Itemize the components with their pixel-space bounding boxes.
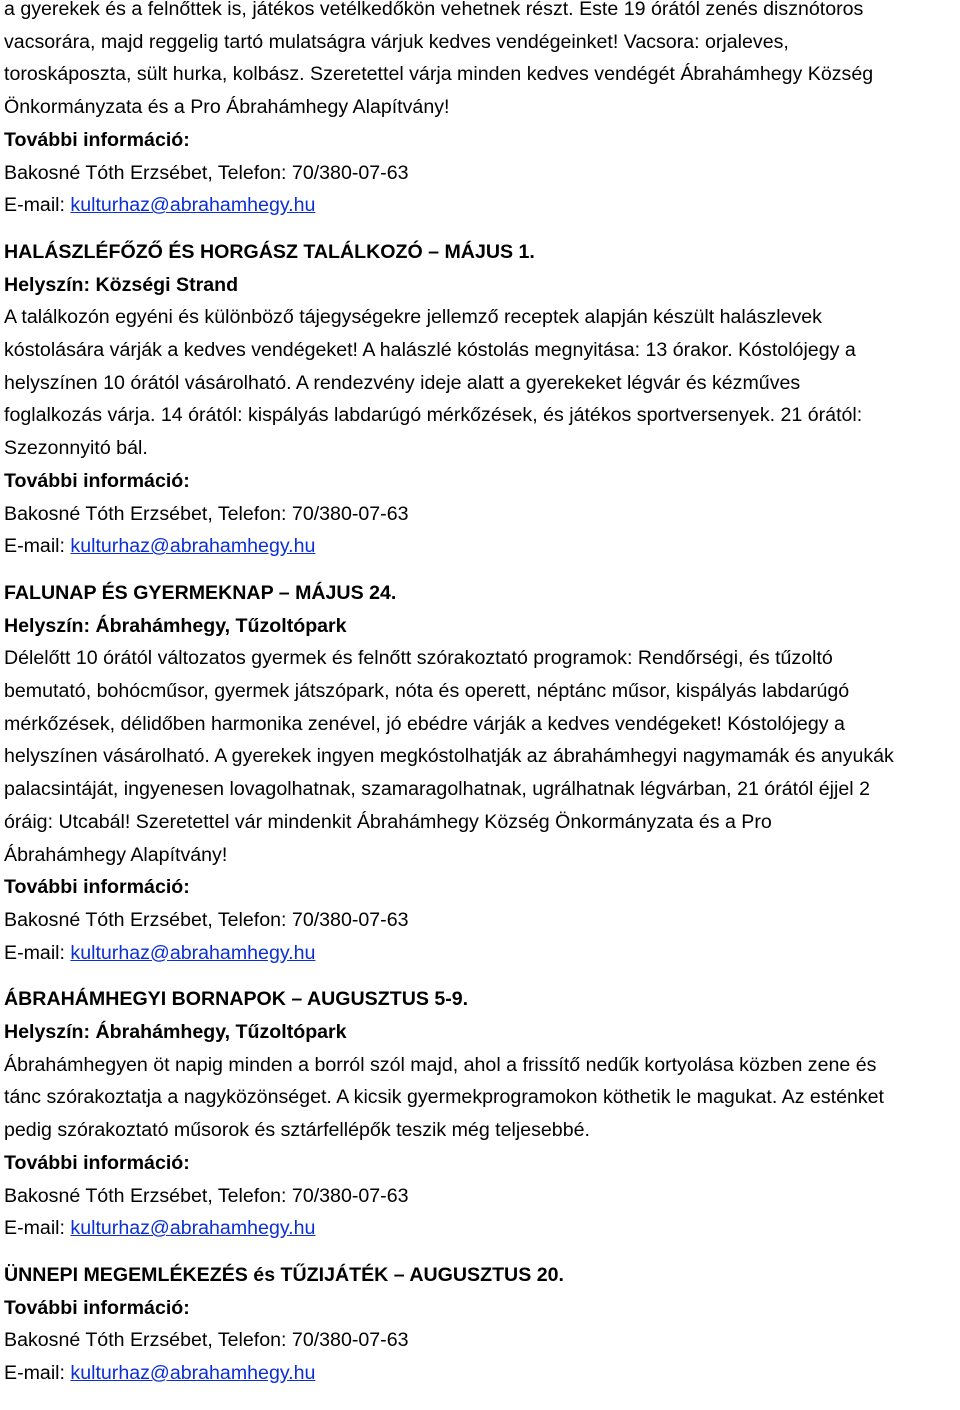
- email-label: E-mail:: [4, 535, 71, 558]
- info-label: További információ:: [4, 469, 190, 492]
- email-link[interactable]: kulturhaz@abrahamhegy.hu: [70, 535, 316, 558]
- event-body-line: Szezonnyitó bál.: [4, 437, 148, 460]
- event-body-line: Ábrahámhegy Alapítvány!: [4, 843, 228, 866]
- email-line: [4, 937, 315, 969]
- event-body-line: A találkozón egyéni és különböző tájegységekre jellemző receptek alapján készült halászlevek: [4, 306, 822, 329]
- email-line: [4, 530, 315, 562]
- event-title: ÜNNEPI MEGEMLÉKEZÉS és TŰZIJÁTÉK – AUGUSZTUS 20.: [4, 1263, 564, 1286]
- contact-line: Bakosné Tóth Erzsébet, Telefon: 70/380-07-63: [4, 1329, 409, 1352]
- email-link[interactable]: kulturhaz@abrahamhegy.hu: [70, 1217, 316, 1240]
- event-body-line: mérkőzések, délidőben harmonika zenével, jó ebédre várják a kedves vendégeket! Kóstolójegy a: [4, 712, 845, 735]
- email-line: [4, 1357, 315, 1389]
- event-title: FALUNAP ÉS GYERMEKNAP – MÁJUS 24.: [4, 581, 397, 604]
- event-location: Helyszín: Ábrahámhegy, Tűzoltópark: [4, 614, 347, 637]
- event-location: Helyszín: Ábrahámhegy, Tűzoltópark: [4, 1021, 347, 1043]
- intro-line: toroskáposzta, sült hurka, kolbász. Szeretettel várja minden kedves vendégét Ábrahámhegy Község: [4, 63, 874, 86]
- event-body-line: helyszínen vásárolható. A gyerekek ingyen megkóstolhatják az ábrahámhegyi nagymamák és anyukák: [4, 745, 894, 768]
- email-link[interactable]: kulturhaz@abrahamhegy.hu: [70, 194, 316, 217]
- event-body-line: Délelőtt 10 órától változatos gyermek és felnőtt szórakoztató programok: Rendőrségi, és tűzoltó: [4, 647, 833, 670]
- event-title: ÁBRAHÁMHEGYI BORNAPOK – AUGUSZTUS 5-9.: [4, 988, 469, 1011]
- email-line: [4, 189, 315, 221]
- event-body-line: Ábrahámhegyen öt napig minden a borról szól majd, ahol a frissítő nedűk kortyolása közben zene és: [4, 1053, 877, 1076]
- event-location: Helyszín: Községi Strand: [4, 273, 239, 296]
- event-body-line: bemutató, bohócműsor, gyermek játszópark, nóta és operett, néptánc műsor, kispályás labdarúgó: [4, 680, 850, 702]
- event-body-line: palacsintáját, ingyenesen lovagolhatnak, szamaragolhatnak, ugrálhatnak légvárban, 21 órától éjjel 2: [4, 778, 870, 801]
- info-label: További információ:: [4, 128, 190, 151]
- info-label: További információ:: [4, 1151, 190, 1174]
- event-body-line: kóstolására várják a kedves vendégeket! A halászlé kóstolás megnyitása: 13 órakor. Kóstolójegy a: [4, 339, 856, 361]
- email-link[interactable]: kulturhaz@abrahamhegy.hu: [70, 1362, 316, 1384]
- event-body-line: tánc szórakoztatja a nagyközönséget. A kicsik gyermekprogramokon köthetik le magukat. Az esténket: [4, 1086, 885, 1109]
- event-body-line: pedig szórakoztató műsorok és sztárfellépők teszik még teljesebbé.: [4, 1119, 590, 1142]
- event-title: HALÁSZLÉFŐZŐ ÉS HORGÁSZ TALÁLKOZÓ – MÁJUS 1.: [4, 240, 535, 263]
- contact-line: Bakosné Tóth Erzsébet, Telefon: 70/380-07-63: [4, 1184, 409, 1207]
- intro-line: vacsorára, majd reggelig tartó mulatságra várjuk kedves vendégeinket! Vacsora: orjaleves,: [4, 30, 789, 53]
- email-label: E-mail:: [4, 941, 71, 964]
- email-link[interactable]: kulturhaz@abrahamhegy.hu: [70, 941, 316, 964]
- email-label: E-mail:: [4, 1362, 71, 1384]
- contact-line: Bakosné Tóth Erzsébet, Telefon: 70/380-07-63: [4, 908, 409, 931]
- email-label: E-mail:: [4, 194, 71, 217]
- intro-line: a gyerekek és a felnőttek is, játékos vetélkedőkön vehetnek részt. Este 19 órától zenés disznótoros: [4, 0, 864, 20]
- event-body-line: foglalkozás várja. 14 órától: kispályás labdarúgó mérkőzések, és játékos sportversenyek. 21 órától:: [4, 404, 863, 427]
- contact-line: Bakosné Tóth Erzsébet, Telefon: 70/380-07-63: [4, 502, 409, 525]
- email-line: [4, 1212, 315, 1244]
- info-label: További információ:: [4, 1296, 190, 1319]
- intro-line: Önkormányzata és a Pro Ábrahámhegy Alapítvány!: [4, 96, 450, 119]
- contact-line: Bakosné Tóth Erzsébet, Telefon: 70/380-07-63: [4, 161, 409, 184]
- event-body-line: óráig: Utcabál! Szeretettel vár mindenkit Ábrahámhegy Község Önkormányzata és a Pro: [4, 810, 772, 833]
- info-label: További információ:: [4, 876, 190, 899]
- email-label: E-mail:: [4, 1217, 71, 1240]
- event-body-line: helyszínen 10 órától vásárolható. A rendezvény ideje alatt a gyerekeket légvár és kézműves: [4, 371, 801, 394]
